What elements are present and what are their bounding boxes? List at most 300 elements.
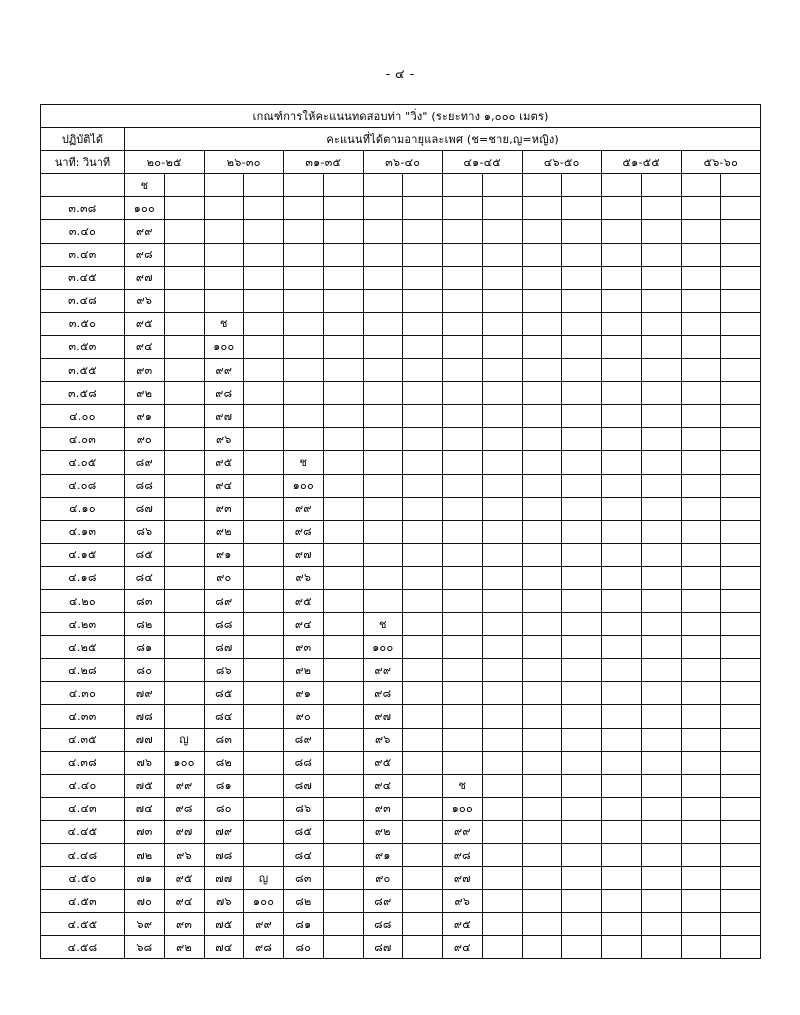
score-cell-empty	[164, 243, 204, 266]
score-cell-empty	[164, 659, 204, 682]
table-row	[41, 266, 761, 289]
score-cell-empty	[641, 728, 681, 751]
score-cell: ๖๘	[125, 936, 165, 959]
table-row	[41, 312, 761, 335]
age-band-header: ๓๑-๓๕	[284, 151, 364, 174]
score-cell-empty	[164, 382, 204, 405]
score-cell-empty	[323, 543, 363, 566]
score-cell: ๘๓	[125, 589, 165, 612]
score-cell-empty	[363, 197, 403, 220]
score-cell-empty	[403, 890, 443, 913]
age-band-header: ๔๑-๔๕	[443, 151, 523, 174]
score-cell: ๙๔	[125, 335, 165, 358]
table-row	[41, 936, 761, 959]
score-cell-empty	[244, 382, 284, 405]
time-cell: ๔.๐๐	[41, 405, 125, 428]
sex-marker: ช	[125, 174, 165, 197]
score-cell-empty	[641, 428, 681, 451]
score-cell-empty	[681, 844, 721, 867]
score-cell-empty	[284, 289, 324, 312]
score-cell-empty	[363, 220, 403, 243]
score-cell: ๙๖	[363, 728, 403, 751]
score-cell-empty	[443, 659, 483, 682]
score-cell: ๘๕	[284, 820, 324, 843]
score-cell-empty	[522, 705, 562, 728]
score-cell-empty	[641, 266, 681, 289]
time-cell: ๔.๒๕	[41, 636, 125, 659]
score-cell-empty	[681, 520, 721, 543]
score-cell-empty	[522, 867, 562, 890]
score-cell: ๙๔	[284, 613, 324, 636]
score-cell-empty	[602, 289, 642, 312]
score-cell-empty	[244, 659, 284, 682]
score-cell-empty	[721, 867, 761, 890]
sex-cell-empty	[641, 174, 681, 197]
score-cell-empty	[641, 543, 681, 566]
score-cell-empty	[323, 728, 363, 751]
score-cell: ๙๑	[125, 405, 165, 428]
table-row	[41, 589, 761, 612]
score-cell-empty	[522, 382, 562, 405]
score-cell: ๙๕	[443, 913, 483, 936]
score-cell-empty	[323, 659, 363, 682]
score-cell: ๙๐	[204, 566, 244, 589]
score-cell-empty	[721, 474, 761, 497]
time-cell-empty	[41, 174, 125, 197]
sex-cell-empty	[363, 174, 403, 197]
score-cell-empty	[522, 335, 562, 358]
score-cell-empty	[244, 844, 284, 867]
time-cell: ๔.๑๘	[41, 566, 125, 589]
score-cell-empty	[403, 266, 443, 289]
score-cell-empty	[403, 659, 443, 682]
score-cell: ๘๑	[204, 774, 244, 797]
score-cell: ๙๖	[443, 890, 483, 913]
score-cell: ๙๓	[284, 636, 324, 659]
score-cell-empty	[681, 197, 721, 220]
title-row	[41, 105, 761, 128]
score-cell-empty	[522, 312, 562, 335]
score-cell-empty	[482, 312, 522, 335]
score-cell: ๙๕	[204, 451, 244, 474]
score-cell-empty	[482, 382, 522, 405]
score-cell-empty	[244, 243, 284, 266]
score-cell-empty	[244, 543, 284, 566]
score-cell-empty	[403, 197, 443, 220]
score-cell-empty	[602, 659, 642, 682]
score-cell-empty	[681, 566, 721, 589]
score-cell-empty	[323, 589, 363, 612]
score-cell-empty	[641, 844, 681, 867]
score-cell-empty	[721, 636, 761, 659]
score-cell-empty	[244, 289, 284, 312]
score-cell-empty	[602, 497, 642, 520]
sex-cell-empty	[562, 174, 602, 197]
score-cell-empty	[602, 936, 642, 959]
score-cell-empty	[562, 613, 602, 636]
score-cell: ๙๖	[284, 566, 324, 589]
score-cell-empty	[522, 451, 562, 474]
score-cell-empty	[244, 589, 284, 612]
score-cell-empty	[562, 266, 602, 289]
score-cell-empty	[403, 774, 443, 797]
score-cell: ๗๘	[204, 844, 244, 867]
score-cell-empty	[562, 589, 602, 612]
score-cell-empty	[562, 197, 602, 220]
score-cell-empty	[164, 266, 204, 289]
score-cell-empty	[403, 913, 443, 936]
score-cell-empty	[363, 474, 403, 497]
score-cell-empty	[721, 774, 761, 797]
score-cell-empty	[363, 243, 403, 266]
score-cell-empty	[562, 220, 602, 243]
score-cell-empty	[562, 543, 602, 566]
subtitle-row	[41, 128, 761, 151]
score-cell-empty	[482, 682, 522, 705]
score-cell: ๘๘	[363, 913, 403, 936]
score-cell-empty	[403, 520, 443, 543]
score-cell-empty	[641, 682, 681, 705]
score-cell-empty	[721, 382, 761, 405]
left-header-bottom: นาที: วินาที	[41, 151, 125, 174]
sex-cell-empty	[443, 174, 483, 197]
score-cell-empty	[721, 520, 761, 543]
score-cell-empty	[482, 497, 522, 520]
time-cell: ๓.๔๘	[41, 289, 125, 312]
score-cell-empty	[602, 636, 642, 659]
score-cell-empty	[244, 566, 284, 589]
score-cell-empty	[482, 335, 522, 358]
score-cell-empty	[244, 405, 284, 428]
score-cell-empty	[681, 936, 721, 959]
score-cell-empty	[641, 751, 681, 774]
score-cell: ๙๒	[204, 520, 244, 543]
score-cell-empty	[522, 289, 562, 312]
time-cell: ๔.๓๓	[41, 705, 125, 728]
score-cell: ๙๘	[204, 382, 244, 405]
time-cell: ๔.๐๕	[41, 451, 125, 474]
score-cell: ๙๒	[164, 936, 204, 959]
score-cell-empty	[164, 428, 204, 451]
score-cell-empty	[522, 728, 562, 751]
left-header-top: ปฏิบัติได้	[41, 128, 125, 151]
score-cell-empty	[721, 243, 761, 266]
score-cell-empty	[204, 266, 244, 289]
score-cell-empty	[522, 566, 562, 589]
score-cell-empty	[164, 682, 204, 705]
score-cell-empty	[323, 243, 363, 266]
score-cell-empty	[403, 636, 443, 659]
score-cell: ๙๓	[204, 497, 244, 520]
table-header	[41, 105, 761, 174]
score-cell-empty	[164, 520, 204, 543]
score-cell-empty	[721, 497, 761, 520]
score-cell-empty	[323, 359, 363, 382]
score-cell-empty	[403, 682, 443, 705]
score-cell-empty	[721, 820, 761, 843]
score-cell: ๙๙	[204, 359, 244, 382]
table-row	[41, 428, 761, 451]
table-title: เกณฑ์การให้คะแนนทดสอบท่า "วิ่ง" (ระยะทาง ๑,๐๐๐ เมตร)	[41, 105, 761, 128]
score-cell-empty	[443, 312, 483, 335]
score-cell-empty	[721, 289, 761, 312]
score-cell-empty	[562, 289, 602, 312]
score-cell-empty	[403, 566, 443, 589]
score-cell: ๙๔	[204, 474, 244, 497]
score-cell-empty	[602, 266, 642, 289]
table-row	[41, 705, 761, 728]
score-cell-empty	[641, 405, 681, 428]
score-cell-empty	[562, 797, 602, 820]
score-cell-empty	[164, 312, 204, 335]
time-cell: ๔.๒๐	[41, 589, 125, 612]
score-cell-empty	[323, 266, 363, 289]
score-cell-empty	[482, 220, 522, 243]
score-cell-empty	[641, 613, 681, 636]
score-cell-empty	[522, 497, 562, 520]
score-cell-empty	[323, 682, 363, 705]
score-cell-empty	[681, 312, 721, 335]
sex-cell-empty	[323, 174, 363, 197]
score-cell: ๘๙	[363, 890, 403, 913]
table-row	[41, 243, 761, 266]
score-cell-empty	[482, 820, 522, 843]
score-cell-empty	[403, 428, 443, 451]
score-cell-empty	[482, 543, 522, 566]
score-cell: ๘๗	[363, 936, 403, 959]
score-cell: ช	[443, 774, 483, 797]
score-cell: ๙๙	[443, 820, 483, 843]
score-cell-empty	[721, 220, 761, 243]
score-cell-empty	[681, 890, 721, 913]
score-cell-empty	[164, 497, 204, 520]
score-cell-empty	[323, 474, 363, 497]
score-cell-empty	[244, 636, 284, 659]
score-cell-empty	[681, 335, 721, 358]
score-cell: ๘๖	[284, 797, 324, 820]
score-cell: ๙๙	[164, 774, 204, 797]
score-cell-empty	[641, 705, 681, 728]
score-cell-empty	[562, 520, 602, 543]
table-row	[41, 335, 761, 358]
score-cell-empty	[443, 266, 483, 289]
score-cell-empty	[522, 797, 562, 820]
score-cell-empty	[721, 543, 761, 566]
score-cell-empty	[522, 890, 562, 913]
score-cell-empty	[482, 797, 522, 820]
score-cell-empty	[562, 359, 602, 382]
score-cell-empty	[204, 197, 244, 220]
score-cell-empty	[482, 197, 522, 220]
score-cell-empty	[522, 636, 562, 659]
score-cell-empty	[602, 844, 642, 867]
score-cell: ๘๐	[125, 659, 165, 682]
score-cell-empty	[562, 382, 602, 405]
score-table-container	[40, 104, 760, 959]
score-cell-empty	[562, 312, 602, 335]
score-cell-empty	[602, 335, 642, 358]
score-cell-empty	[562, 474, 602, 497]
sex-cell-empty	[204, 174, 244, 197]
score-cell-empty	[482, 266, 522, 289]
score-cell-empty	[522, 844, 562, 867]
score-cell-empty	[602, 220, 642, 243]
score-cell-empty	[323, 751, 363, 774]
score-cell: ๙๙	[125, 220, 165, 243]
score-cell: ๙๘	[443, 844, 483, 867]
score-cell-empty	[244, 451, 284, 474]
score-cell: ๑๐๐	[125, 197, 165, 220]
score-cell-empty	[522, 243, 562, 266]
score-cell-empty	[602, 451, 642, 474]
score-cell: ๙๔	[363, 774, 403, 797]
score-cell-empty	[323, 774, 363, 797]
time-cell: ๔.๒๘	[41, 659, 125, 682]
score-cell-empty	[522, 266, 562, 289]
score-cell-empty	[403, 844, 443, 867]
score-cell-empty	[602, 774, 642, 797]
score-cell: ๘๖	[204, 659, 244, 682]
score-cell: ๙๕	[284, 589, 324, 612]
score-cell-empty	[403, 243, 443, 266]
score-cell: ๘๘	[125, 474, 165, 497]
score-cell-empty	[602, 566, 642, 589]
score-cell-empty	[721, 451, 761, 474]
score-cell-empty	[323, 289, 363, 312]
score-cell: ๗๒	[125, 844, 165, 867]
score-cell-empty	[602, 705, 642, 728]
score-cell-empty	[403, 543, 443, 566]
age-band-header: ๕๖-๖๐	[681, 151, 761, 174]
score-cell-empty	[403, 820, 443, 843]
time-cell: ๓.๕๓	[41, 335, 125, 358]
score-cell-empty	[363, 589, 403, 612]
score-cell-empty	[443, 589, 483, 612]
score-cell-empty	[244, 797, 284, 820]
score-cell-empty	[363, 312, 403, 335]
score-cell-empty	[602, 890, 642, 913]
table-row	[41, 382, 761, 405]
table-row	[41, 728, 761, 751]
score-cell-empty	[721, 312, 761, 335]
score-cell-empty	[562, 774, 602, 797]
score-cell-empty	[403, 936, 443, 959]
score-cell-empty	[363, 520, 403, 543]
score-cell-empty	[164, 335, 204, 358]
score-cell-empty	[641, 636, 681, 659]
score-cell-empty	[323, 913, 363, 936]
score-cell-empty	[403, 359, 443, 382]
score-cell: ๗๗	[204, 867, 244, 890]
score-cell: ๙๙	[284, 497, 324, 520]
score-cell-empty	[363, 382, 403, 405]
score-cell-empty	[602, 382, 642, 405]
score-cell-empty	[641, 936, 681, 959]
score-cell: ๑๐๐	[244, 890, 284, 913]
score-cell-empty	[562, 844, 602, 867]
score-cell-empty	[363, 289, 403, 312]
score-cell-empty	[244, 428, 284, 451]
score-cell-empty	[164, 289, 204, 312]
score-cell-empty	[244, 497, 284, 520]
score-cell-empty	[562, 243, 602, 266]
score-cell: ๘๕	[125, 543, 165, 566]
table-row	[41, 197, 761, 220]
score-cell-empty	[403, 405, 443, 428]
score-cell-empty	[562, 820, 602, 843]
score-cell-empty	[363, 335, 403, 358]
score-cell: ๘๐	[204, 797, 244, 820]
score-cell: ๘๘	[204, 613, 244, 636]
score-cell-empty	[641, 197, 681, 220]
score-cell: ๖๙	[125, 913, 165, 936]
score-cell-empty	[284, 266, 324, 289]
score-cell-empty	[721, 890, 761, 913]
score-cell-empty	[482, 405, 522, 428]
score-cell-empty	[721, 566, 761, 589]
sex-cell-empty	[164, 174, 204, 197]
table-row	[41, 497, 761, 520]
score-cell: ๙๘	[363, 682, 403, 705]
time-cell: ๔.๐๓	[41, 428, 125, 451]
score-cell-empty	[641, 359, 681, 382]
score-cell-empty	[284, 382, 324, 405]
score-cell-empty	[562, 636, 602, 659]
score-cell-empty	[443, 682, 483, 705]
score-cell: ๘๔	[284, 844, 324, 867]
score-cell: ๗๔	[125, 797, 165, 820]
score-cell-empty	[522, 936, 562, 959]
score-cell-empty	[284, 197, 324, 220]
score-cell-empty	[403, 797, 443, 820]
score-cell: ๗๗	[125, 728, 165, 751]
score-cell: ๗๙	[204, 820, 244, 843]
score-cell-empty	[164, 474, 204, 497]
score-cell-empty	[721, 335, 761, 358]
score-cell-empty	[244, 474, 284, 497]
score-cell-empty	[721, 844, 761, 867]
time-cell: ๓.๕๐	[41, 312, 125, 335]
score-cell-empty	[363, 405, 403, 428]
score-cell-empty	[244, 359, 284, 382]
sex-cell-empty	[602, 174, 642, 197]
age-band-header: ๕๑-๕๕	[602, 151, 682, 174]
score-cell: ๙๒	[363, 820, 403, 843]
table-row	[41, 682, 761, 705]
score-cell: ๘๑	[284, 913, 324, 936]
score-cell-empty	[284, 335, 324, 358]
score-cell: ๙๐	[363, 867, 403, 890]
score-cell-empty	[403, 289, 443, 312]
score-cell-empty	[482, 844, 522, 867]
score-cell-empty	[681, 751, 721, 774]
score-cell: ๘๔	[125, 566, 165, 589]
score-cell-empty	[641, 820, 681, 843]
score-cell: ๗๓	[125, 820, 165, 843]
score-cell-empty	[443, 613, 483, 636]
score-cell-empty	[602, 312, 642, 335]
score-cell-empty	[482, 243, 522, 266]
score-cell-empty	[482, 913, 522, 936]
table-row	[41, 289, 761, 312]
score-cell-empty	[443, 705, 483, 728]
score-cell-empty	[443, 405, 483, 428]
score-cell-empty	[641, 867, 681, 890]
score-cell: ๙๑	[204, 543, 244, 566]
score-cell-empty	[443, 751, 483, 774]
score-cell-empty	[681, 474, 721, 497]
score-cell-empty	[602, 613, 642, 636]
